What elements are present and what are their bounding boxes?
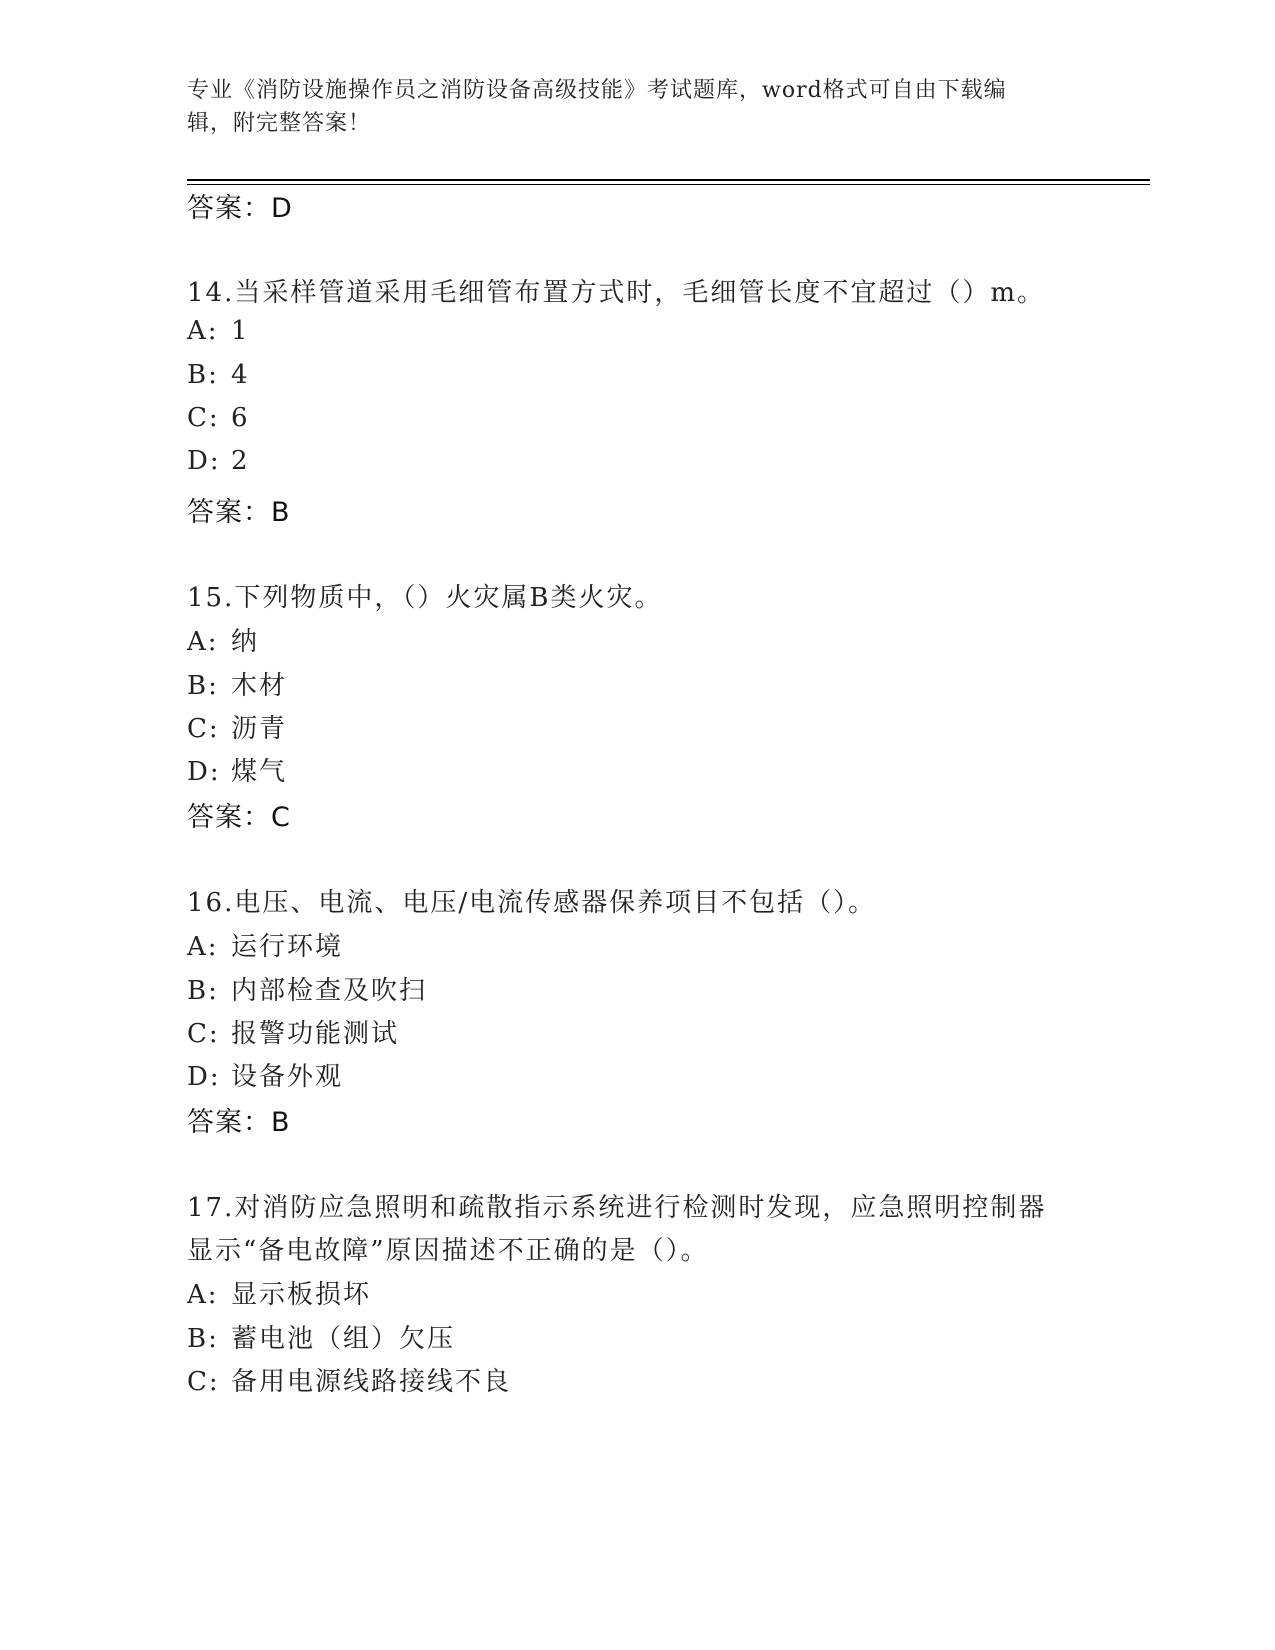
header-line-1: 专业《消防设施操作员之消防设备高级技能》考试题库，word格式可自由下载编 — [187, 78, 1007, 103]
option-label: B: — [187, 1324, 219, 1354]
option-text: 设备外观 — [231, 1062, 344, 1092]
question-16-answer: 答案：B — [187, 1107, 291, 1138]
question-15-option-d — [187, 751, 287, 788]
header-line-2: 辑，附完整答案！ — [187, 111, 372, 136]
header-divider-thin — [187, 184, 1150, 185]
option-label: A: — [187, 932, 219, 962]
option-text: 纳 — [231, 627, 260, 657]
option-label: B: — [187, 671, 219, 701]
question-16-option-c — [187, 1013, 399, 1050]
question-15-option-a — [187, 621, 259, 658]
option-label: C: — [187, 1019, 220, 1049]
question-14-stem: 14.当采样管道采用毛细管布置方式时，毛细管长度不宜超过（）m。 — [187, 278, 1046, 308]
option-text: 报警功能测试 — [231, 1019, 400, 1049]
document-header — [187, 74, 1077, 140]
question-15-option-b — [187, 665, 287, 702]
option-text: 木材 — [231, 671, 288, 701]
question-17-stem-line-2: 显示“备电故障”原因描述不正确的是（）。 — [187, 1236, 709, 1266]
question-14-answer: 答案：B — [187, 497, 291, 528]
option-label: B: — [187, 976, 219, 1006]
option-label: A: — [187, 1280, 219, 1310]
question-16-stem: 16.电压、电流、电压/电流传感器保养项目不包括（）。 — [187, 888, 877, 918]
option-label: D: — [187, 446, 221, 476]
question-14-option-c — [187, 403, 250, 433]
question-15-answer: 答案：C — [187, 802, 291, 833]
question-16-option-d — [187, 1056, 343, 1093]
option-label: D: — [187, 757, 221, 787]
question-17-option-a — [187, 1274, 371, 1311]
option-label: A: — [187, 627, 219, 657]
option-text: 沥青 — [231, 714, 288, 744]
question-16-option-a — [187, 926, 343, 963]
question-17-option-b — [187, 1318, 455, 1355]
option-label: C: — [187, 1367, 220, 1397]
question-16-option-b — [187, 970, 427, 1007]
option-text: 2 — [231, 446, 250, 476]
option-text: 煤气 — [231, 757, 288, 787]
option-text: 备用电源线路接线不良 — [231, 1367, 512, 1397]
option-label: C: — [187, 403, 220, 433]
option-label: D: — [187, 1062, 221, 1092]
option-label: A: — [187, 316, 219, 346]
option-text: 6 — [231, 403, 250, 433]
option-text: 运行环境 — [231, 932, 344, 962]
option-label: B: — [187, 360, 219, 390]
question-17-option-c — [187, 1361, 511, 1398]
question-15-option-c — [187, 708, 287, 745]
question-15-stem: 15.下列物质中，（）火灾属B类火灾。 — [187, 583, 663, 613]
option-label: C: — [187, 714, 220, 744]
option-text: 显示板损坏 — [231, 1280, 372, 1310]
option-text: 内部检查及吹扫 — [231, 976, 428, 1006]
question-17-stem-line-1: 17.对消防应急照明和疏散指示系统进行检测时发现，应急照明控制器 — [187, 1193, 1047, 1223]
question-14-option-b — [187, 360, 250, 390]
option-text: 4 — [231, 360, 250, 390]
question-14-option-d — [187, 446, 250, 476]
option-text: 蓄电池（组）欠压 — [231, 1324, 456, 1354]
answer-line-13: 答案：D — [187, 193, 293, 224]
header-divider-thick — [187, 179, 1150, 181]
option-text: 1 — [231, 316, 250, 346]
question-14-option-a — [187, 316, 250, 346]
